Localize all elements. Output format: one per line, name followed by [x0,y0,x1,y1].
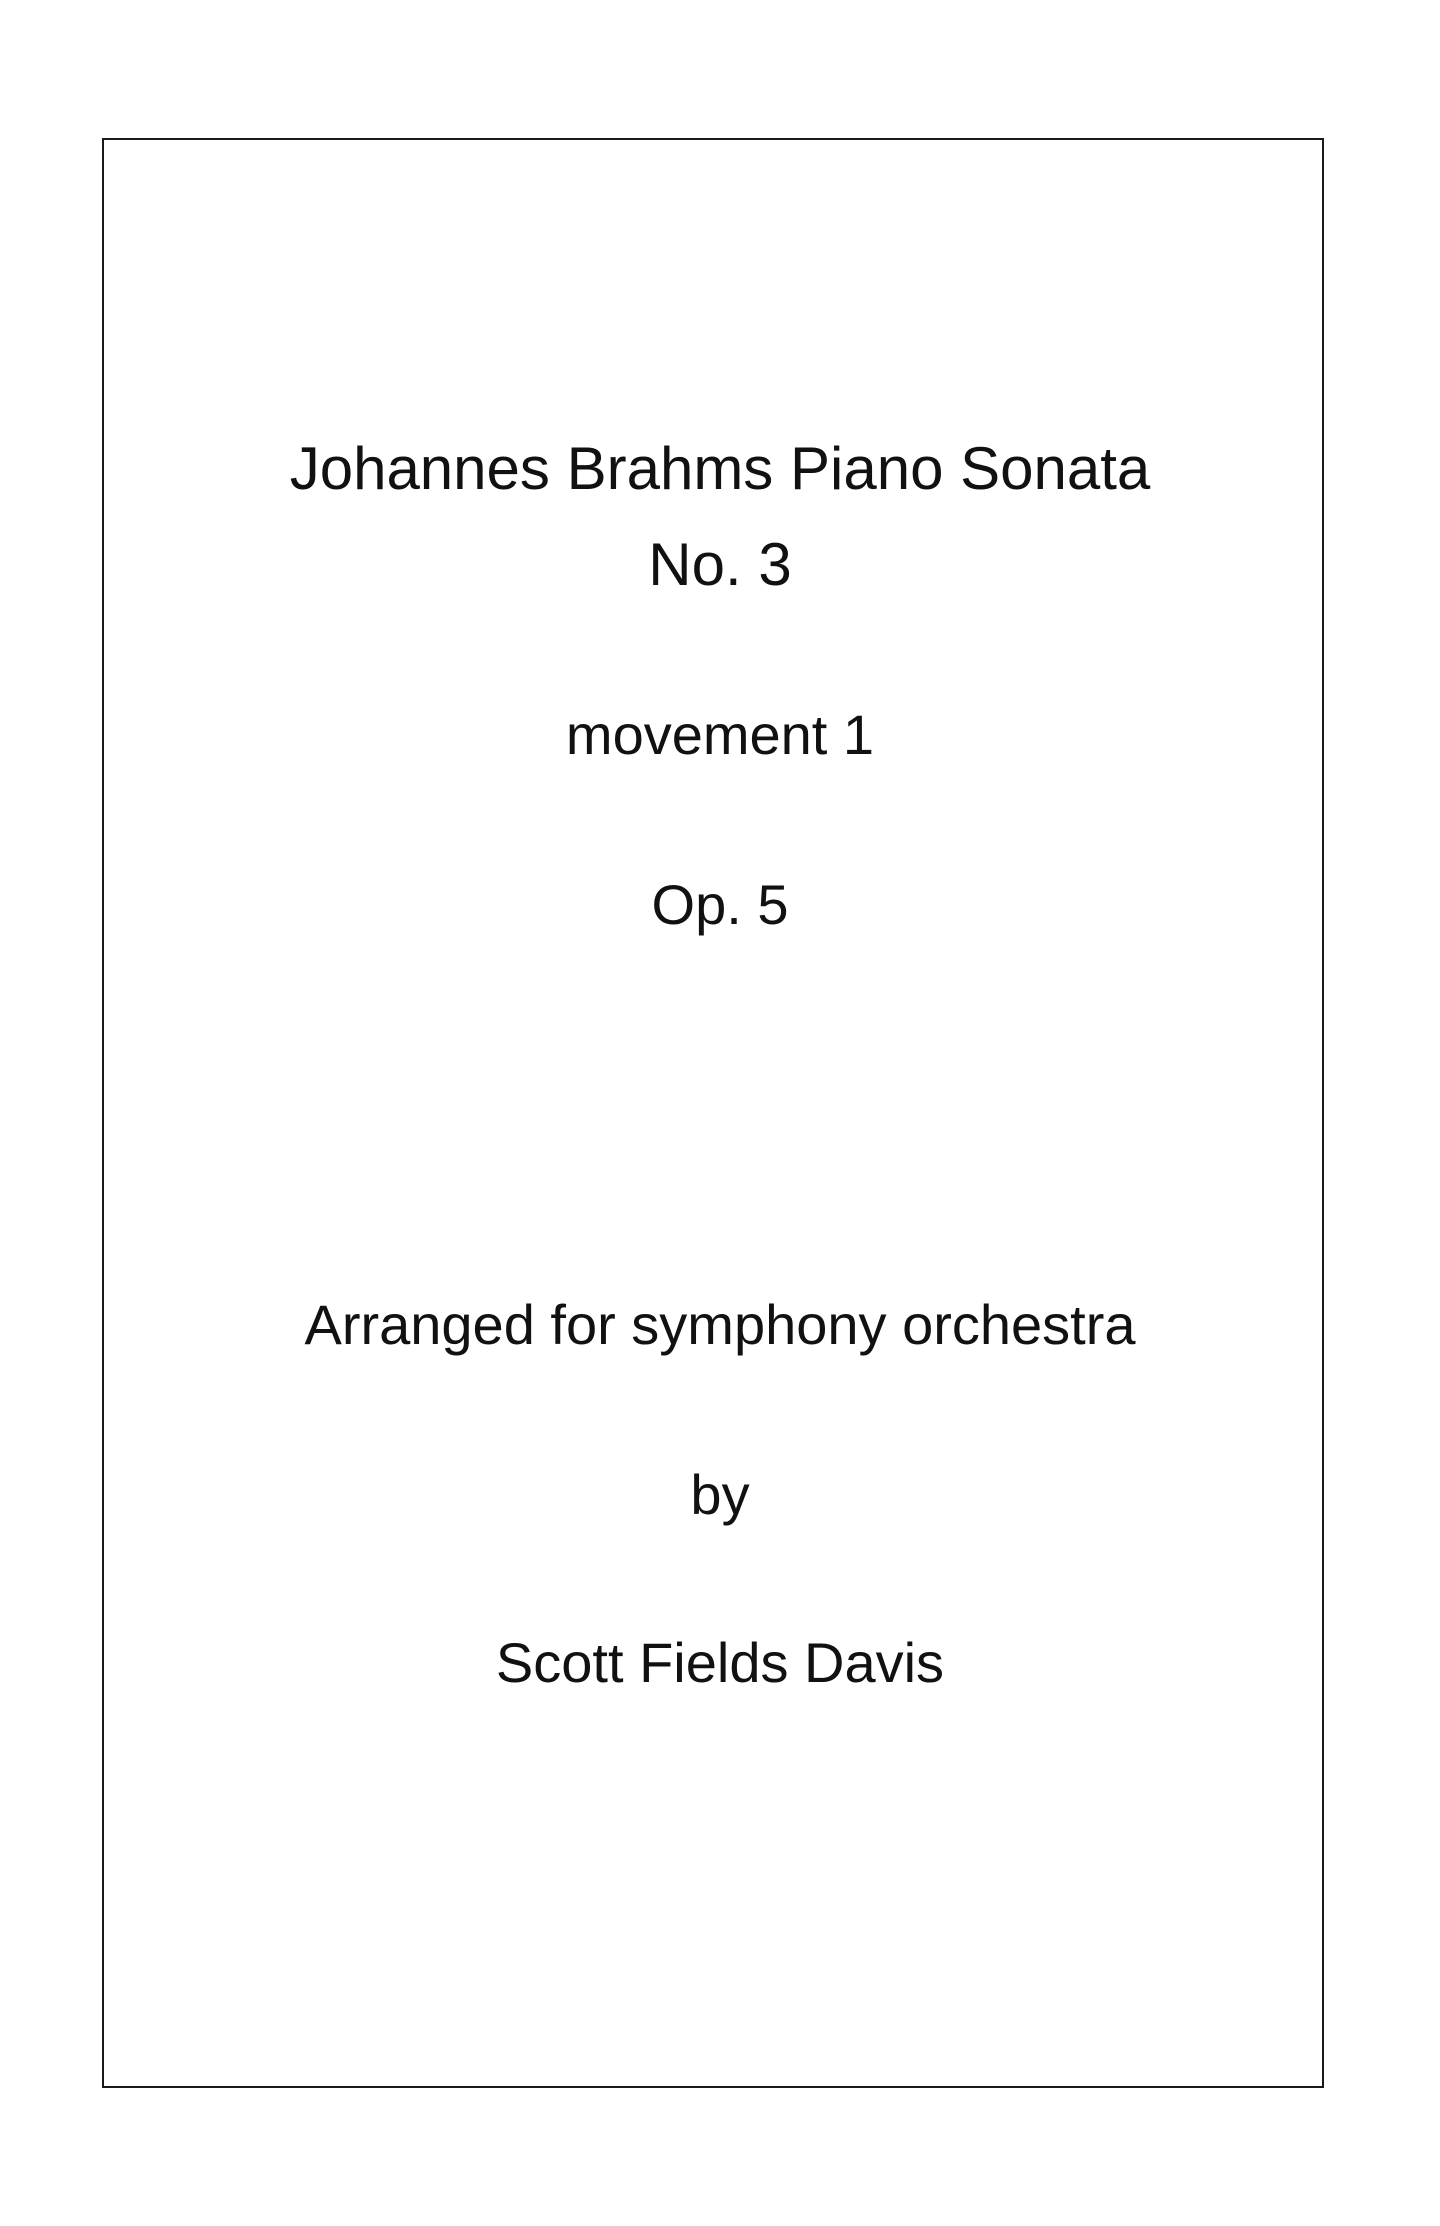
opus-number: Op. 5 [651,873,789,936]
by-label: by [690,1463,750,1526]
arranger-name: Scott Fields Davis [495,1631,945,1694]
arrangement-note: Arranged for symphony orchestra [304,1293,1136,1356]
page-border-frame [102,138,1324,2088]
title-line-2: No. 3 [648,531,792,598]
movement-label: movement 1 [565,703,875,766]
title-line-1: Johannes Brahms Piano Sonata [289,435,1151,502]
